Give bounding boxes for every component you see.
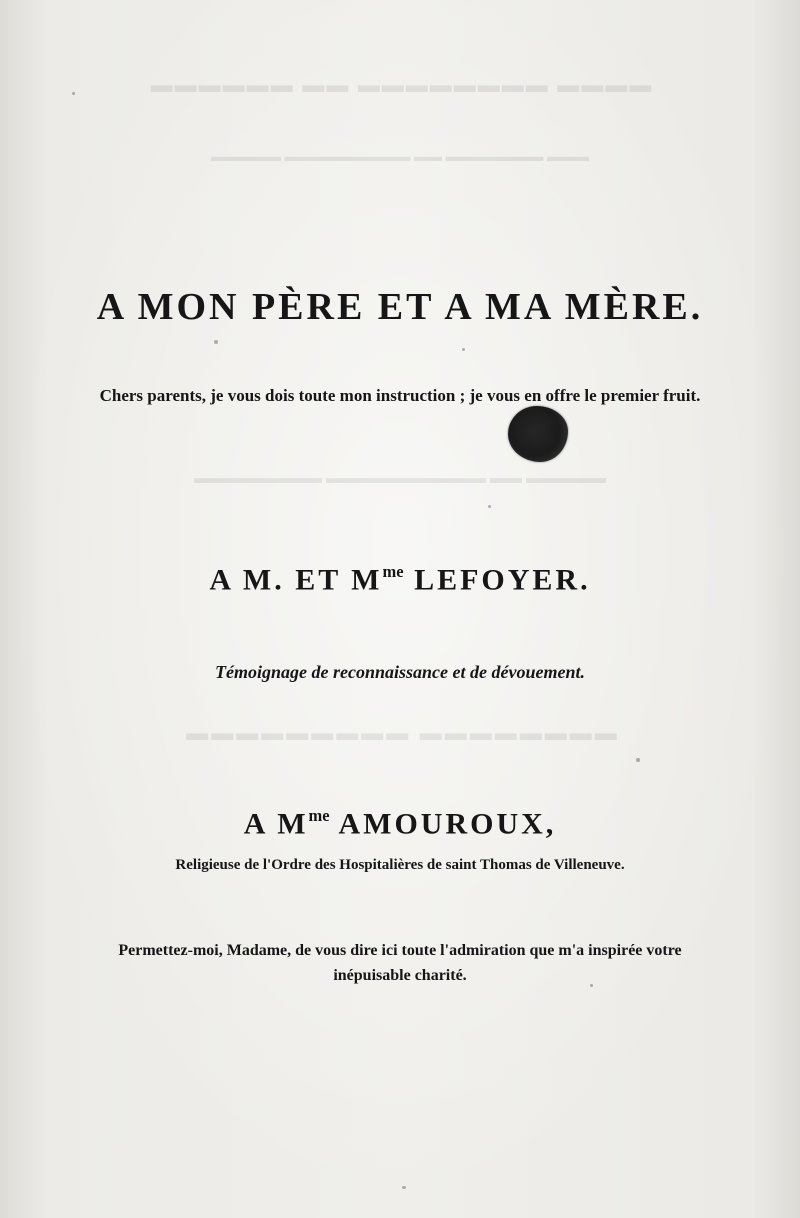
heading-superscript: me	[382, 562, 404, 581]
heading-text: AMOUROUX,	[329, 807, 557, 841]
show-through-decoration: ▬▬▬ ▬▬▬▬▬▬▬ ▬▬ ▬▬▬▬▬▬▬▬▬ ▬▬▬▬▬	[211, 150, 589, 165]
dedication-parents-text: Chers parents, je vous dois toute mon instruction ; je vous en offre le premier fruit.	[99, 386, 701, 405]
heading-superscript: me	[308, 806, 330, 825]
dedication-amouroux-subtitle: Religieuse de l'Ordre des Hospitalières de saint Thomas de Villeneuve.	[175, 857, 625, 873]
dedication-parents-heading: A MON PÈRE ET A MA MÈRE.	[96, 286, 704, 328]
show-through-decoration: ▬▬▬▬▬▬▬▬ ▬▬▬▬▬▬▬▬▬	[183, 720, 617, 745]
dedication-lefoyer-heading	[0, 562, 800, 597]
paper-speck	[214, 340, 218, 344]
paper-speck	[636, 758, 640, 762]
paper-speck	[590, 984, 593, 987]
show-through-decoration: ▬▬▬▬▬ ▬▬ ▬▬▬▬▬▬▬▬▬▬ ▬▬▬▬▬▬▬▬	[194, 470, 606, 487]
dedication-amouroux-heading	[0, 806, 800, 841]
paper-speck	[488, 505, 491, 508]
heading-text: LEFOYER.	[403, 563, 591, 597]
dedication-amouroux-text: Permettez-moi, Madame, de vous dire ici toute l'admiration que m'a inspirée votre inépuisable charité.	[118, 942, 682, 984]
paper-speck	[462, 348, 465, 351]
ink-blot	[508, 406, 568, 462]
dedication-lefoyer-text: Témoignage de reconnaissance et de dévouement.	[215, 662, 585, 682]
show-through-decoration: ▬▬▬▬ ▬▬▬▬▬▬▬▬ ▬▬ ▬▬▬▬▬▬	[148, 72, 652, 97]
paper-speck	[72, 92, 75, 95]
heading-text: A M	[243, 807, 309, 841]
heading-text: A M. ET M	[209, 563, 383, 597]
paper-speck	[402, 1186, 406, 1189]
